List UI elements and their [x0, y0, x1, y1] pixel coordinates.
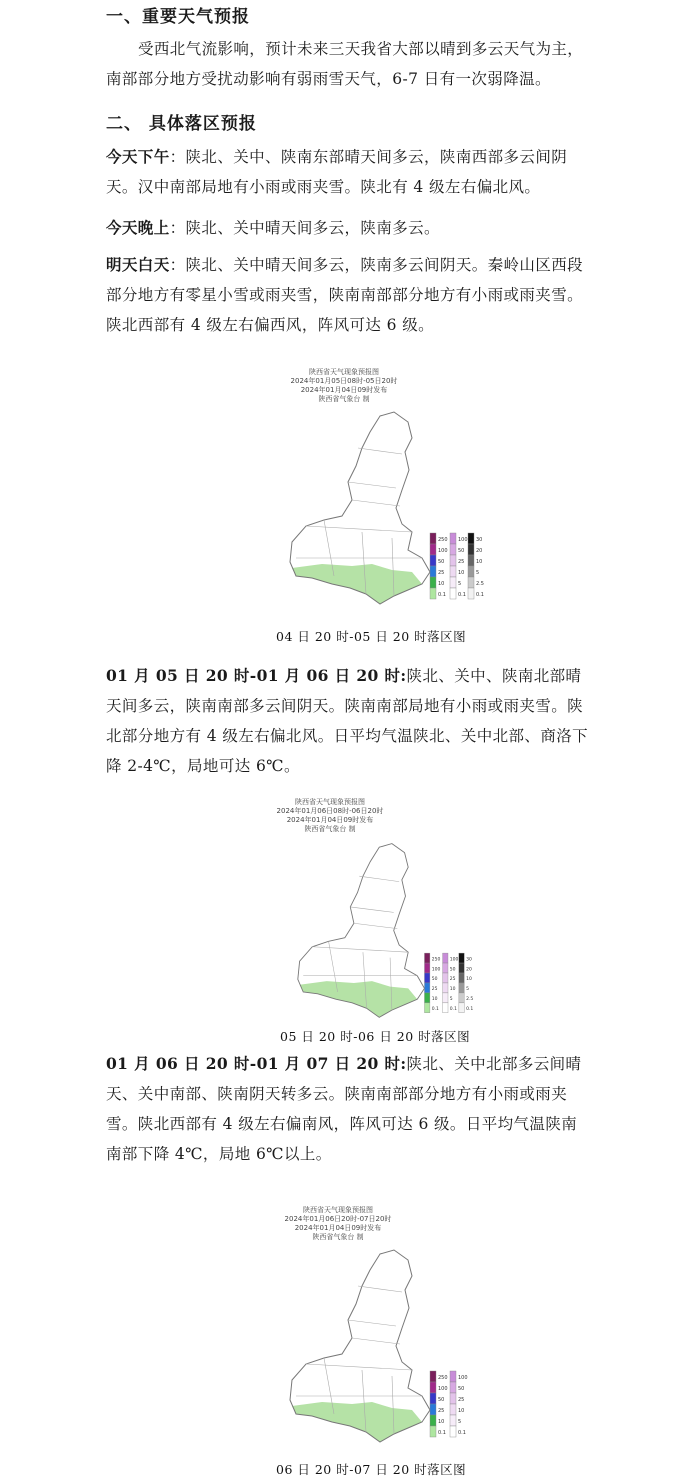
gray-legend-label: 30 — [476, 537, 483, 543]
snow-legend-label: 5 — [458, 1419, 462, 1425]
shaanxi-forecast-map — [262, 840, 482, 1030]
snow-legend-label: 10 — [449, 987, 456, 993]
gray-legend-swatch — [468, 544, 474, 555]
snow-legend-label: 25 — [449, 977, 456, 983]
gray-legend-label: 5 — [476, 570, 480, 576]
snow-area — [292, 1402, 422, 1442]
rain-legend-swatch — [430, 566, 436, 577]
shaanxi-forecast-map — [262, 1246, 482, 1456]
gray-legend-label: 0.1 — [466, 1007, 474, 1013]
forecast-label: 今天晚上 — [106, 218, 170, 237]
rain-legend-label: 50 — [431, 977, 438, 983]
rain-legend-label: 100 — [438, 1386, 448, 1392]
forecast-text: 陕北、关中、陕南东部晴天间多云，陕南西部多云间阴天。汉中南部局地有小雨或雨夹雪。陕北有 4 级左右偏北风。 — [106, 148, 568, 196]
snow-legend-swatch — [450, 544, 456, 555]
snow-legend-swatch — [450, 1426, 456, 1437]
map-title — [244, 368, 444, 404]
gray-legend-swatch — [468, 577, 474, 588]
map-title-line: 2024年01月06日08时-06日20时 — [276, 807, 384, 815]
rain-legend-label: 0.1 — [438, 592, 446, 598]
rain-legend-swatch — [430, 1393, 436, 1404]
gray-legend-label: 30 — [466, 957, 472, 963]
snow-legend-swatch — [450, 577, 456, 588]
map-title-line: 陕西省天气现象预报图 — [295, 798, 365, 806]
period-text: 陕北、关中北部多云间晴天、关中南部、陕南阴天转多云。陕南南部部分地方有小雨或雨夹雪。陕北西部有 4 级左右偏南风，阵风可达 6 级。日平均气温陕南南部下降 4℃，局地 6℃以上。 — [106, 1055, 582, 1163]
forecast-afternoon — [106, 142, 590, 202]
section1-heading: 一、重要天气预报 — [106, 7, 250, 27]
gray-legend-label: 2.5 — [466, 997, 474, 1003]
rain-legend-swatch — [430, 1415, 436, 1426]
gray-legend-swatch — [459, 963, 464, 973]
snow-legend-label: 0.1 — [458, 592, 466, 598]
rain-legend-label: 100 — [438, 548, 448, 554]
snow-legend-label: 100 — [458, 1375, 468, 1381]
map-caption: 05 日 20 时-06 日 20 时落区图 — [280, 1029, 471, 1044]
snow-legend-swatch — [443, 1003, 448, 1013]
district-boundary — [348, 482, 396, 488]
gray-legend-label: 10 — [466, 977, 472, 983]
forecast-label: 今天下午 — [106, 147, 170, 166]
snow-legend-swatch — [443, 963, 448, 973]
gray-legend-label: 2.5 — [476, 581, 484, 587]
snow-legend-swatch — [443, 983, 448, 993]
rain-legend-swatch — [430, 577, 436, 588]
forecast-tomorrow — [106, 250, 590, 340]
district-boundary — [350, 907, 393, 912]
snow-legend-swatch — [450, 566, 456, 577]
snow-legend-swatch — [450, 1415, 456, 1426]
snow-legend-label: 25 — [458, 1397, 465, 1403]
rain-legend-label: 10 — [438, 581, 445, 587]
rain-legend-swatch — [430, 555, 436, 566]
snow-legend-label: 50 — [458, 548, 465, 554]
rain-legend-swatch — [424, 1003, 429, 1013]
rain-legend-label: 0.1 — [438, 1430, 446, 1436]
rain-legend-label: 100 — [431, 967, 441, 973]
section2-heading: 二、 具体落区预报 — [106, 114, 257, 134]
rain-legend-label: 0.1 — [431, 1007, 439, 1013]
snow-legend-swatch — [450, 1382, 456, 1393]
snow-legend-swatch — [443, 973, 448, 983]
gray-legend-label: 5 — [466, 987, 469, 993]
district-boundary — [354, 923, 397, 928]
gray-legend-swatch — [459, 973, 464, 983]
district-boundary — [359, 876, 399, 881]
rain-legend-label: 25 — [438, 1408, 445, 1414]
gray-legend-swatch — [468, 588, 474, 599]
gray-legend-swatch — [459, 953, 464, 963]
snow-legend-swatch — [450, 533, 456, 544]
gray-legend-label: 20 — [466, 967, 472, 973]
snow-legend-swatch — [443, 993, 448, 1003]
forecast-sep: ： — [169, 148, 186, 166]
snow-area — [292, 564, 422, 604]
district-boundary — [312, 947, 408, 952]
forecast-evening — [106, 213, 590, 243]
rain-legend-swatch — [424, 983, 429, 993]
gray-legend-label: 10 — [476, 559, 483, 565]
district-boundary — [358, 1286, 402, 1292]
district-boundary — [352, 1338, 400, 1344]
map-title — [238, 1206, 438, 1242]
rain-legend-swatch — [430, 1426, 436, 1437]
section1-body: 受西北气流影响，预计未来三天我省大部以晴到多云天气为主，南部部分地方受扰动影响有弱雨雪天气，6-7 日有一次弱降温。 — [106, 40, 584, 88]
snow-legend-label: 25 — [458, 559, 465, 565]
forecast-text: 陕北、关中晴天间多云，陕南多云。 — [185, 219, 440, 237]
snow-legend-label: 5 — [449, 997, 453, 1003]
rain-legend-label: 250 — [438, 1375, 448, 1381]
gray-legend-swatch — [468, 533, 474, 544]
district-boundary — [352, 500, 400, 506]
forecast-label: 明天白天 — [106, 255, 170, 274]
map-title-line: 陕西省气象台 制 — [304, 825, 356, 833]
snow-legend-label: 50 — [449, 967, 456, 973]
rain-legend-swatch — [424, 973, 429, 983]
period-label: 01 月 06 日 20 时-01 月 07 日 20 时 — [106, 1054, 401, 1073]
snow-legend-swatch — [450, 1371, 456, 1382]
snow-legend-label: 0.1 — [458, 1430, 466, 1436]
rain-legend-label: 50 — [438, 559, 445, 565]
snow-legend-label: 5 — [458, 581, 462, 587]
gray-legend-label: 20 — [476, 548, 483, 554]
snow-legend-label: 100 — [449, 957, 459, 963]
period-text: 陕北、关中、陕南北部晴天间多云，陕南南部多云间阴天。陕南南部局地有小雨或雨夹雪。陕北部分地方有 4 级左右偏北风。日平均气温陕北、关中北部、商洛下降 2-4℃，局地可达 6℃。 — [106, 667, 589, 775]
gray-legend-swatch — [459, 983, 464, 993]
rain-legend-label: 10 — [431, 997, 438, 1003]
rain-legend-swatch — [430, 588, 436, 599]
forecast-sep: ： — [169, 219, 186, 237]
rain-legend-label: 250 — [438, 537, 448, 543]
snow-legend-label: 10 — [458, 1408, 465, 1414]
forecast-sep: ： — [169, 256, 186, 274]
snow-legend-label: 50 — [458, 1386, 465, 1392]
map-title-line: 陕西省气象台 制 — [318, 395, 370, 403]
gray-legend-swatch — [459, 1003, 464, 1013]
district-boundary — [348, 1320, 396, 1326]
shaanxi-forecast-map — [262, 408, 482, 618]
map-title-line: 陕西省天气现象预报图 — [309, 368, 379, 376]
map-title-line: 2024年01月04日09时发布 — [286, 816, 374, 824]
snow-legend-label: 100 — [458, 537, 468, 543]
rain-legend-label: 50 — [438, 1397, 445, 1403]
rain-legend-label: 250 — [431, 957, 441, 963]
rain-legend-swatch — [424, 993, 429, 1003]
rain-legend-swatch — [430, 1382, 436, 1393]
period-forecast-2 — [106, 1049, 590, 1169]
map-title — [230, 798, 430, 834]
rain-legend-label: 25 — [438, 570, 445, 576]
gray-legend-swatch — [459, 993, 464, 1003]
map-title-line: 2024年01月06日20时-07日20时 — [284, 1215, 392, 1223]
rain-legend-swatch — [430, 544, 436, 555]
district-boundary — [358, 448, 402, 454]
period-forecast-1 — [106, 661, 590, 781]
snow-legend-label: 10 — [458, 570, 465, 576]
map-title-line: 陕西省气象台 制 — [312, 1233, 364, 1241]
map-caption: 06 日 20 时-07 日 20 时落区图 — [276, 1462, 467, 1477]
rain-legend-swatch — [430, 1404, 436, 1415]
forecast-text: 陕北、关中晴天间多云，陕南多云间阴天。秦岭山区西段部分地方有零星小雪或雨夹雪，陕南南部部分地方有小雨或雨夹雪。陕北西部有 4 级左右偏西风，阵风可达 6 级。 — [106, 256, 584, 334]
rain-legend-label: 25 — [431, 987, 438, 993]
map-title-line: 2024年01月04日09时发布 — [300, 386, 388, 394]
rain-legend-swatch — [424, 953, 429, 963]
snow-legend-label: 0.1 — [449, 1007, 457, 1013]
rain-legend-swatch — [430, 1371, 436, 1382]
map-title-line: 2024年01月05日08时-05日20时 — [290, 377, 398, 385]
rain-legend-swatch — [424, 963, 429, 973]
period-sep: : — [400, 666, 407, 685]
rain-legend-swatch — [430, 533, 436, 544]
map-title-line: 2024年01月04日09时发布 — [294, 1224, 382, 1232]
snow-legend-swatch — [450, 1393, 456, 1404]
map-caption: 04 日 20 时-05 日 20 时落区图 — [276, 629, 467, 644]
period-sep: : — [400, 1054, 407, 1073]
rain-legend-label: 10 — [438, 1419, 445, 1425]
map-title-line: 陕西省天气现象预报图 — [303, 1206, 373, 1214]
gray-legend-swatch — [468, 566, 474, 577]
snow-legend-swatch — [443, 953, 448, 963]
district-boundary — [306, 526, 412, 532]
snow-legend-swatch — [450, 588, 456, 599]
gray-legend-swatch — [468, 555, 474, 566]
period-label: 01 月 05 日 20 时-01 月 06 日 20 时 — [106, 666, 401, 685]
gray-legend-label: 0.1 — [476, 592, 484, 598]
snow-area — [300, 981, 418, 1017]
snow-legend-swatch — [450, 1404, 456, 1415]
district-boundary — [306, 1364, 412, 1370]
snow-legend-swatch — [450, 555, 456, 566]
